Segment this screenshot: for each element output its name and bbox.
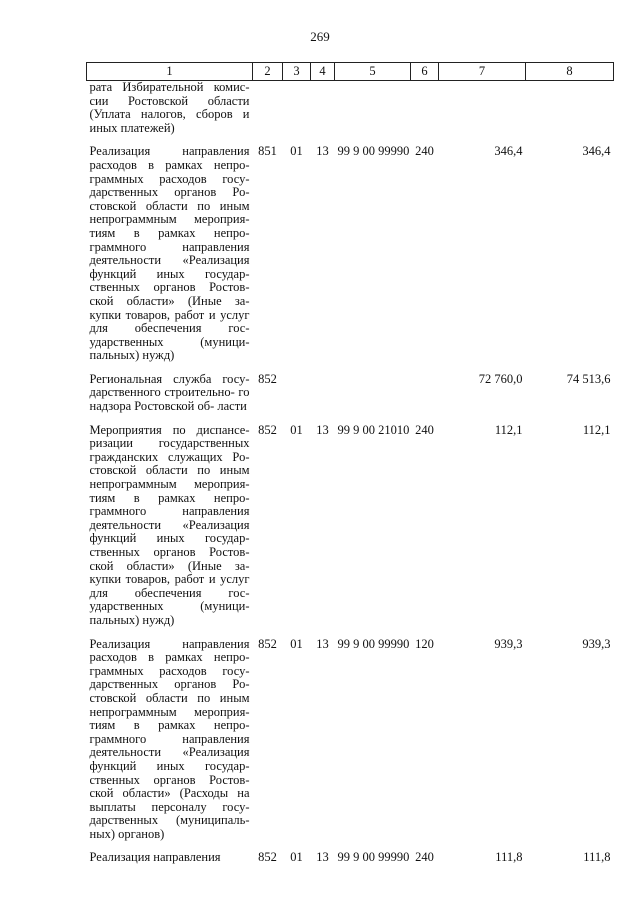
row-amount-col7: 72 760,0 (478, 371, 523, 386)
page-number: 269 (310, 29, 330, 44)
row-expense-type: 240 (415, 850, 434, 865)
row-ministry-code: 852 (258, 850, 277, 865)
row-section-code: 01 (290, 636, 303, 651)
row-amount-col8: 112,1 (582, 422, 611, 437)
header-col-1: 1 (87, 63, 253, 81)
row-target-article: 99 9 00 99990 (337, 850, 410, 865)
row-amount-col7: 111,8 (495, 850, 523, 865)
table-row (87, 638, 614, 842)
table-row (87, 373, 614, 414)
row-section-code: 01 (290, 144, 303, 159)
row-description: Реализация направления (89, 850, 221, 865)
header-col-3: 3 (283, 63, 311, 81)
row-expense-type (411, 373, 439, 414)
budget-table (86, 62, 614, 865)
row-amount-col8 (526, 81, 614, 136)
row-section-code (283, 373, 311, 414)
row-section-code: 01 (290, 422, 303, 437)
table-row (87, 851, 614, 865)
header-col-6: 6 (411, 63, 439, 81)
row-description: Мероприятия по диспансе- ризации государственных гражданских служащих Ро- стовской области по иным непрограммным мероприя- тиям в рамках непро- граммного направления деятельности «Реализация функций иных государ- ственных органов Ростов- ской области» (Иные за- купки товаров, работ и услуг для обеспечения гос- ударственных (муници- пальных) нужд) (89, 422, 250, 627)
row-description: Реализация направления расходов в рамках непро- граммных расходов госу- дарственных органов Ро- стовской области по иным непрограммным мероприя- тиям в рамках непро- граммного направления деятельности «Реализация функций иных государ- ственных органов Ростов- ской области» (Иные за- купки товаров, работ и услуг для обеспечения гос- ударственных (муници- пальных) нужд) (89, 144, 250, 363)
row-ministry-code: 852 (258, 636, 277, 651)
row-amount-col8: 346,4 (582, 144, 611, 159)
table-row (87, 145, 614, 363)
table-row (87, 81, 614, 136)
row-description: Региональная служба госу- дарственного строительно- го надзора Ростовской об- ласти (89, 371, 250, 414)
row-amount-col8: 74 513,6 (566, 371, 611, 386)
row-amount-col8: 939,3 (582, 636, 611, 651)
row-subsection-code (311, 373, 335, 414)
row-subsection-code: 13 (316, 144, 329, 159)
row-amount-col7: 939,3 (494, 636, 523, 651)
header-col-2: 2 (253, 63, 283, 81)
row-expense-type: 240 (415, 144, 434, 159)
row-subsection-code: 13 (316, 850, 329, 865)
row-description: рата Избирательной комис- сии Ростовской области (Уплата налогов, сборов и иных платежей) (89, 80, 250, 135)
row-expense-type: 240 (415, 422, 434, 437)
row-subsection-code: 13 (316, 422, 329, 437)
table-row (87, 424, 614, 628)
row-target-article: 99 9 00 99990 (337, 144, 410, 159)
row-description: Реализация направления расходов в рамках непро- граммных расходов госу- дарственных органов Ро- стовской области по иным непрограммным мероприя- тиям в рамках непро- граммного направления деятельности «Реализация функций иных государ- ственных органов Ростов- ской области» (Расходы на выплаты персоналу госу- дарственных (муниципаль- ных) органов) (89, 636, 250, 841)
row-amount-col7 (439, 81, 526, 136)
header-col-5: 5 (335, 63, 411, 81)
row-subsection-code (311, 81, 335, 136)
table-header-row (87, 63, 614, 81)
row-target-article (335, 373, 411, 414)
row-section-code: 01 (290, 850, 303, 865)
row-amount-col7: 346,4 (494, 144, 523, 159)
row-expense-type (411, 81, 439, 136)
row-ministry-code: 852 (258, 422, 277, 437)
header-col-4: 4 (311, 63, 335, 81)
row-target-article: 99 9 00 99990 (337, 636, 410, 651)
header-col-8: 8 (526, 63, 614, 81)
row-target-article: 99 9 00 21010 (337, 422, 410, 437)
row-amount-col8: 111,8 (583, 850, 611, 865)
header-col-7: 7 (439, 63, 526, 81)
row-ministry-code (253, 81, 283, 136)
row-target-article (335, 81, 411, 136)
row-subsection-code: 13 (316, 636, 329, 651)
row-section-code (283, 81, 311, 136)
row-amount-col7: 112,1 (494, 422, 523, 437)
row-ministry-code: 851 (258, 144, 277, 159)
row-ministry-code: 852 (258, 371, 277, 386)
row-expense-type: 120 (415, 636, 434, 651)
